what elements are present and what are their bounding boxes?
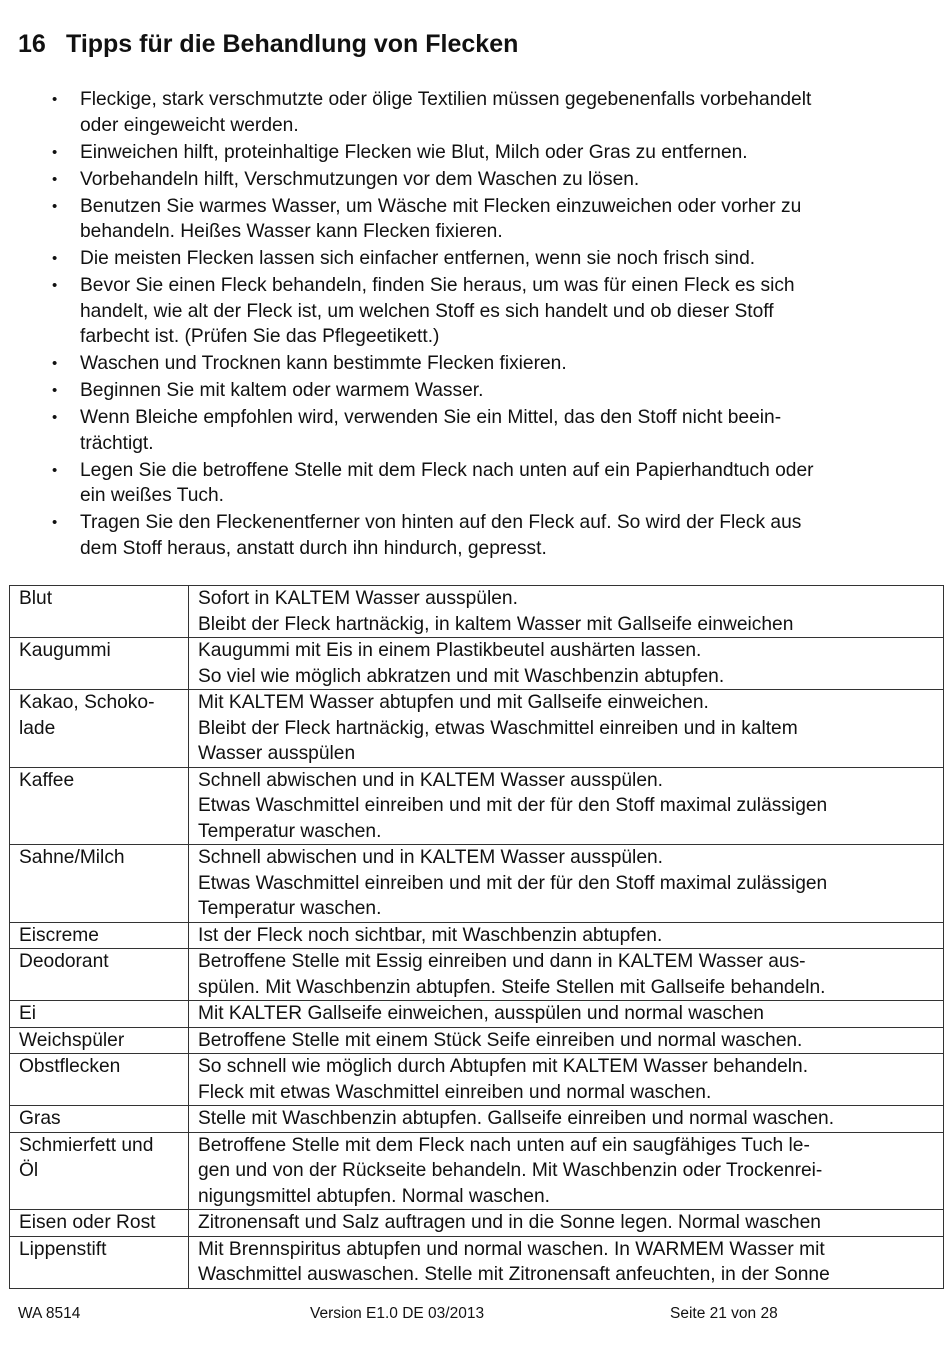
stain-treatment-text: Betroffene Stelle mit dem Fleck nach unten auf ein saugfähiges Tuch le-	[198, 1134, 810, 1156]
stain-name-cell	[10, 1236, 189, 1288]
stain-name: Weichspüler	[19, 1029, 125, 1051]
stain-treatment-text: Betroffene Stelle mit einem Stück Seife einreiben und normal waschen.	[198, 1029, 803, 1051]
stain-treatment-cell	[189, 1236, 944, 1288]
stain-treatment-text: Stelle mit Waschbenzin abtupfen. Gallseife einreiben und normal waschen.	[198, 1108, 835, 1129]
table-row	[10, 767, 944, 845]
stain-name: Kaffee	[19, 769, 75, 791]
stain-name-cell	[10, 845, 189, 923]
table-row	[10, 922, 944, 949]
stain-treatment-cell	[189, 1106, 944, 1133]
stain-treatment-cell	[189, 1027, 944, 1054]
stain-treatment-text: nigungsmittel abtupfen. Normal waschen.	[198, 1185, 550, 1207]
tip-text-line: behandeln. Heißes Wasser kann Flecken fixieren.	[80, 221, 503, 242]
table-row	[10, 845, 944, 923]
stain-name: Gras	[19, 1108, 61, 1129]
stain-treatment-cell	[189, 586, 944, 638]
stain-name: Kaugummi	[19, 640, 111, 661]
stain-treatment-text: Temperatur waschen.	[198, 898, 382, 919]
bullet-icon: •	[52, 91, 58, 108]
tip-text-line: dem Stoff heraus, anstatt durch ihn hindurch, gepresst.	[80, 537, 547, 559]
stain-treatment-text: Temperatur waschen.	[198, 820, 382, 842]
tip-item	[48, 378, 928, 404]
stain-treatment-text: Mit KALTER Gallseife einweichen, ausspülen und normal waschen	[198, 1003, 764, 1024]
stain-treatment-cell	[189, 767, 944, 845]
stain-name: Deodorant	[19, 951, 109, 972]
stain-name-cell	[10, 1132, 189, 1210]
stain-name: Öl	[19, 1160, 39, 1181]
stain-treatment-text: spülen. Mit Waschbenzin abtupfen. Steife Stellen mit Gallseife behandeln.	[198, 976, 826, 998]
bullet-icon: •	[52, 143, 58, 161]
stain-treatment-cell	[189, 1132, 944, 1210]
bullet-icon: •	[52, 461, 58, 479]
stain-treatment-text: Sofort in KALTEM Wasser ausspülen.	[198, 588, 518, 609]
footer-version: Version E1.0 DE 03/2013	[310, 1305, 485, 1322]
tip-text-line: Die meisten Flecken lassen sich einfacher entfernen, wenn sie noch frisch sind.	[80, 248, 756, 269]
tip-item	[48, 458, 928, 509]
tip-text-line: ein weißes Tuch.	[80, 485, 224, 506]
stain-treatment-text: Etwas Waschmittel einreiben und mit der für den Stoff maximal zulässigen	[198, 872, 828, 894]
bullet-icon: •	[52, 514, 58, 531]
tip-text-line: handelt, wie alt der Fleck ist, um welchen Stoff es sich handelt und ob dieser Stoff	[80, 300, 774, 322]
tip-text-line: Einweichen hilft, proteinhaltige Flecken wie Blut, Milch oder Gras zu entfernen.	[80, 141, 748, 163]
stain-name-cell	[10, 1054, 189, 1106]
table-row	[10, 1236, 944, 1288]
stain-name-cell	[10, 1001, 189, 1028]
bullet-icon: •	[52, 197, 58, 215]
tip-item	[48, 405, 928, 456]
tip-text-line: Benutzen Sie warmes Wasser, um Wäsche mit Flecken einzuweichen oder vorher zu	[80, 195, 802, 217]
stain-name: Obstflecken	[19, 1056, 121, 1077]
bullet-icon: •	[52, 170, 58, 188]
tip-text-line: Legen Sie die betroffene Stelle mit dem Fleck nach unten auf ein Papierhandtuch oder	[80, 459, 814, 481]
tip-text-line: oder eingeweicht werden.	[80, 114, 299, 136]
stain-treatment-cell	[189, 1001, 944, 1028]
stain-treatment-text: Etwas Waschmittel einreiben und mit der für den Stoff maximal zulässigen	[198, 795, 828, 816]
stain-name: Ei	[19, 1003, 37, 1024]
tip-text-line: Bevor Sie einen Fleck behandeln, finden Sie heraus, um was für einen Fleck es sich	[80, 275, 795, 296]
stain-treatment-text: Kaugummi mit Eis in einem Plastikbeutel aushärten lassen.	[198, 640, 702, 661]
stain-treatment-text: Mit Brennspiritus abtupfen und normal waschen. In WARMEM Wasser mit	[198, 1238, 825, 1260]
tip-item	[48, 87, 928, 138]
tip-item	[48, 510, 928, 561]
stain-treatment-text: So schnell wie möglich durch Abtupfen mit KALTEM Wasser behandeln.	[198, 1056, 809, 1077]
table-row	[10, 1132, 944, 1210]
stain-treatment-table	[9, 585, 944, 1289]
tip-item	[48, 167, 928, 193]
stain-treatment-cell	[189, 845, 944, 923]
stain-treatment-text: Bleibt der Fleck hartnäckig, etwas Waschmittel einreiben und in kaltem	[198, 717, 798, 739]
footer-model: WA 8514	[18, 1305, 81, 1322]
table-row	[10, 1210, 944, 1237]
stain-name-cell	[10, 1106, 189, 1133]
tip-item	[48, 351, 928, 377]
stain-name: Sahne/Milch	[19, 847, 125, 868]
footer-page-number: Seite 21 von 28	[670, 1305, 778, 1322]
table-row	[10, 1054, 944, 1106]
stain-name: Eiscreme	[19, 924, 99, 946]
stain-name: Blut	[19, 588, 53, 609]
stain-treatment-text: Zitronensaft und Salz auftragen und in die Sonne legen. Normal waschen	[198, 1212, 821, 1233]
stain-treatment-text: So viel wie möglich abkratzen und mit Waschbenzin abtupfen.	[198, 665, 725, 687]
tip-text-line: farbecht ist. (Prüfen Sie das Pflegeetikett.)	[80, 326, 440, 347]
stain-treatment-cell	[189, 1054, 944, 1106]
table-row	[10, 1106, 944, 1133]
section-heading	[18, 28, 518, 60]
stain-treatment-text: gen und von der Rückseite behandeln. Mit Waschbenzin oder Trockenrei-	[198, 1160, 823, 1181]
table-row	[10, 690, 944, 768]
tip-text-line: Vorbehandeln hilft, Verschmutzungen vor dem Waschen zu lösen.	[80, 168, 640, 190]
tip-item	[48, 273, 928, 350]
stain-name: Lippenstift	[19, 1238, 107, 1260]
table-row	[10, 586, 944, 638]
stain-name: lade	[19, 717, 56, 739]
bullet-icon: •	[52, 355, 58, 372]
stain-name-cell	[10, 1027, 189, 1054]
section-number: 16	[18, 30, 46, 58]
stain-treatment-cell	[189, 638, 944, 690]
tip-text-line: Fleckige, stark verschmutzte oder ölige Textilien müssen gegebenenfalls vorbehandelt	[80, 89, 812, 110]
tip-item	[48, 246, 928, 272]
stain-name: Schmierfett und	[19, 1134, 154, 1156]
tip-text-line: Waschen und Trocknen kann bestimmte Flecken fixieren.	[80, 353, 567, 374]
tip-item	[48, 140, 928, 166]
table-row	[10, 1027, 944, 1054]
stain-treatment-cell	[189, 1210, 944, 1237]
table-row	[10, 638, 944, 690]
stain-treatment-text: Wasser ausspülen	[198, 743, 356, 764]
section-title: Tipps für die Behandlung von Flecken	[66, 30, 519, 58]
tips-list	[48, 87, 928, 563]
stain-treatment-text: Schnell abwischen und in KALTEM Wasser ausspülen.	[198, 769, 663, 791]
stain-treatment-cell	[189, 922, 944, 949]
tip-item	[48, 194, 928, 245]
stain-name-cell	[10, 638, 189, 690]
stain-treatment-cell	[189, 949, 944, 1001]
stain-name-cell	[10, 586, 189, 638]
stain-treatment-text: Waschmittel auswaschen. Stelle mit Zitronensaft anfeuchten, in der Sonne	[198, 1264, 830, 1285]
stain-name: Eisen oder Rost	[19, 1212, 156, 1233]
bullet-icon: •	[52, 250, 58, 267]
stain-treatment-text: Mit KALTEM Wasser abtupfen und mit Gallseife einweichen.	[198, 692, 709, 713]
bullet-icon: •	[52, 277, 58, 294]
stain-treatment-text: Ist der Fleck noch sichtbar, mit Waschbenzin abtupfen.	[198, 924, 663, 946]
stain-name-cell	[10, 690, 189, 768]
stain-name-cell	[10, 767, 189, 845]
bullet-icon: •	[52, 382, 58, 399]
tip-text-line: Tragen Sie den Fleckenentferner von hinten auf den Fleck auf. So wird der Fleck aus	[80, 512, 802, 533]
stain-treatment-text: Schnell abwischen und in KALTEM Wasser ausspülen.	[198, 847, 663, 868]
stain-treatment-cell	[189, 690, 944, 768]
stain-name-cell	[10, 949, 189, 1001]
table-row	[10, 949, 944, 1001]
stain-name-cell	[10, 1210, 189, 1237]
stain-name: Kakao, Schoko-	[19, 692, 155, 713]
stain-treatment-text: Betroffene Stelle mit Essig einreiben und dann in KALTEM Wasser aus-	[198, 951, 806, 972]
table-row	[10, 1001, 944, 1028]
stain-treatment-text: Bleibt der Fleck hartnäckig, in kaltem Wasser mit Gallseife einweichen	[198, 613, 794, 635]
bullet-icon: •	[52, 409, 58, 426]
stain-treatment-text: Fleck mit etwas Waschmittel einreiben und normal waschen.	[198, 1081, 712, 1103]
tip-text-line: Wenn Bleiche empfohlen wird, verwenden Sie ein Mittel, das den Stoff nicht beein-	[80, 407, 782, 428]
tip-text-line: trächtigt.	[80, 432, 154, 454]
stain-name-cell	[10, 922, 189, 949]
tip-text-line: Beginnen Sie mit kaltem oder warmem Wasser.	[80, 380, 484, 401]
